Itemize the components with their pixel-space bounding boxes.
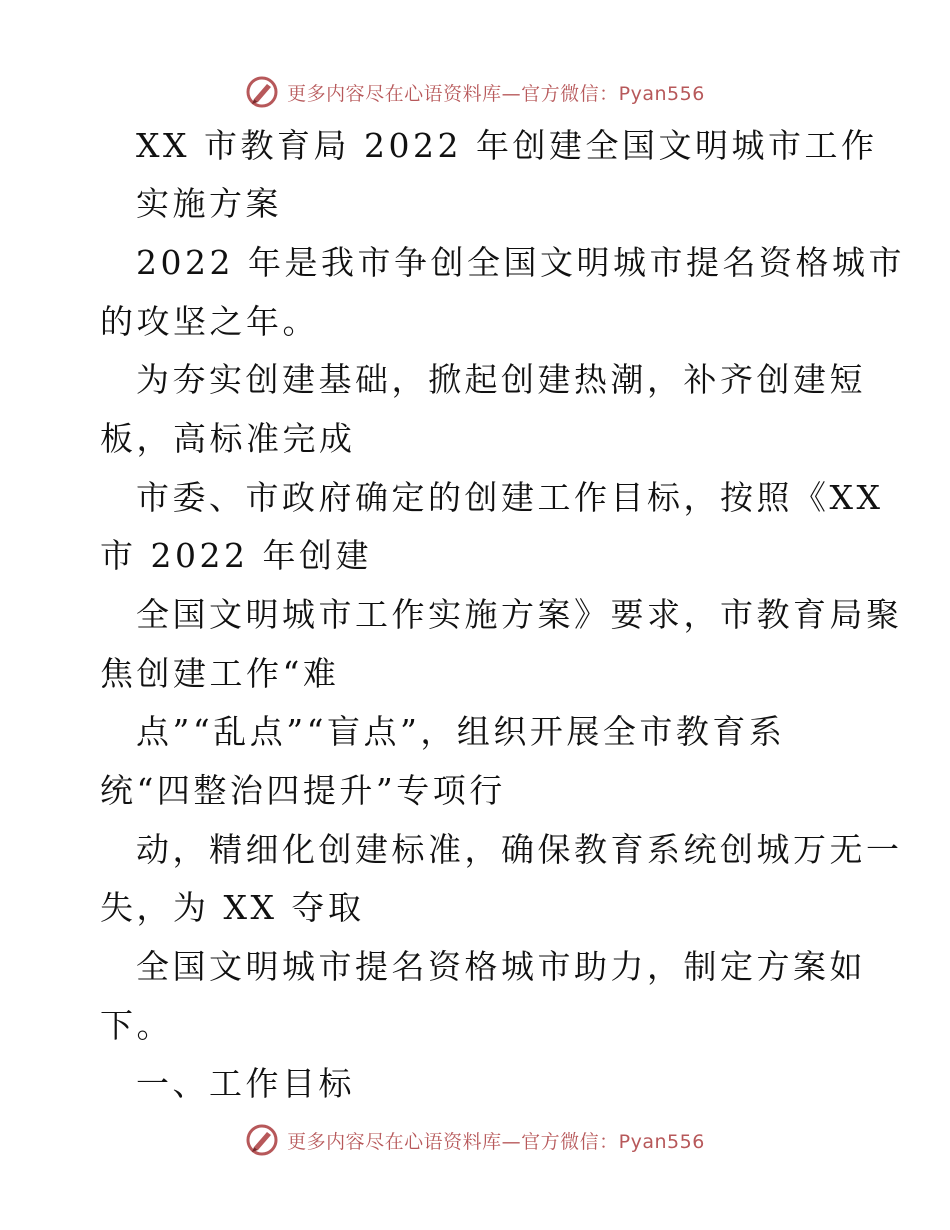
paragraph-line: 焦创建工作“难 bbox=[100, 654, 340, 693]
paragraph-line: 为夯实创建基础，掀起创建热潮，补齐创建短 bbox=[136, 360, 866, 399]
section-heading: 一、工作目标 bbox=[136, 1064, 355, 1103]
paragraph-line: 动，精细化创建标准，确保教育系统创城万无一 bbox=[136, 830, 903, 869]
pen-logo-icon bbox=[245, 1123, 279, 1157]
paragraph-line: 市 2022 年创建 bbox=[100, 536, 372, 575]
watermark-text: 更多内容尽在心语资料库—官方微信：Pyan556 bbox=[287, 1130, 705, 1153]
paragraph-line: 的攻坚之年。 bbox=[100, 302, 319, 341]
doc-title-line-2: 实施方案 bbox=[136, 184, 282, 223]
paragraph-line: 2022 年是我市争创全国文明城市提名资格城市 bbox=[136, 243, 905, 282]
paragraph-line: 全国文明城市提名资格城市助力，制定方案如 bbox=[136, 947, 866, 986]
paragraph-line: 统“四整治四提升”专项行 bbox=[100, 771, 506, 810]
paragraph-line: 失，为 XX 夺取 bbox=[100, 888, 365, 927]
paragraph-line: 市委、市政府确定的创建工作目标，按照《XX bbox=[136, 478, 884, 517]
footer-watermark-banner bbox=[0, 1120, 950, 1160]
paragraph-line: 全国文明城市工作实施方案》要求，市教育局聚 bbox=[136, 595, 903, 634]
paragraph-line: 板，高标准完成 bbox=[100, 419, 356, 458]
paragraph-line: 点”“乱点”“盲点”，组织开展全市教育系 bbox=[136, 712, 786, 751]
watermark-text: 更多内容尽在心语资料库—官方微信：Pyan556 bbox=[287, 82, 705, 105]
paragraph-line: 下。 bbox=[100, 1006, 173, 1045]
doc-title-line-1: XX 市教育局 2022 年创建全国文明城市工作 bbox=[136, 126, 878, 165]
